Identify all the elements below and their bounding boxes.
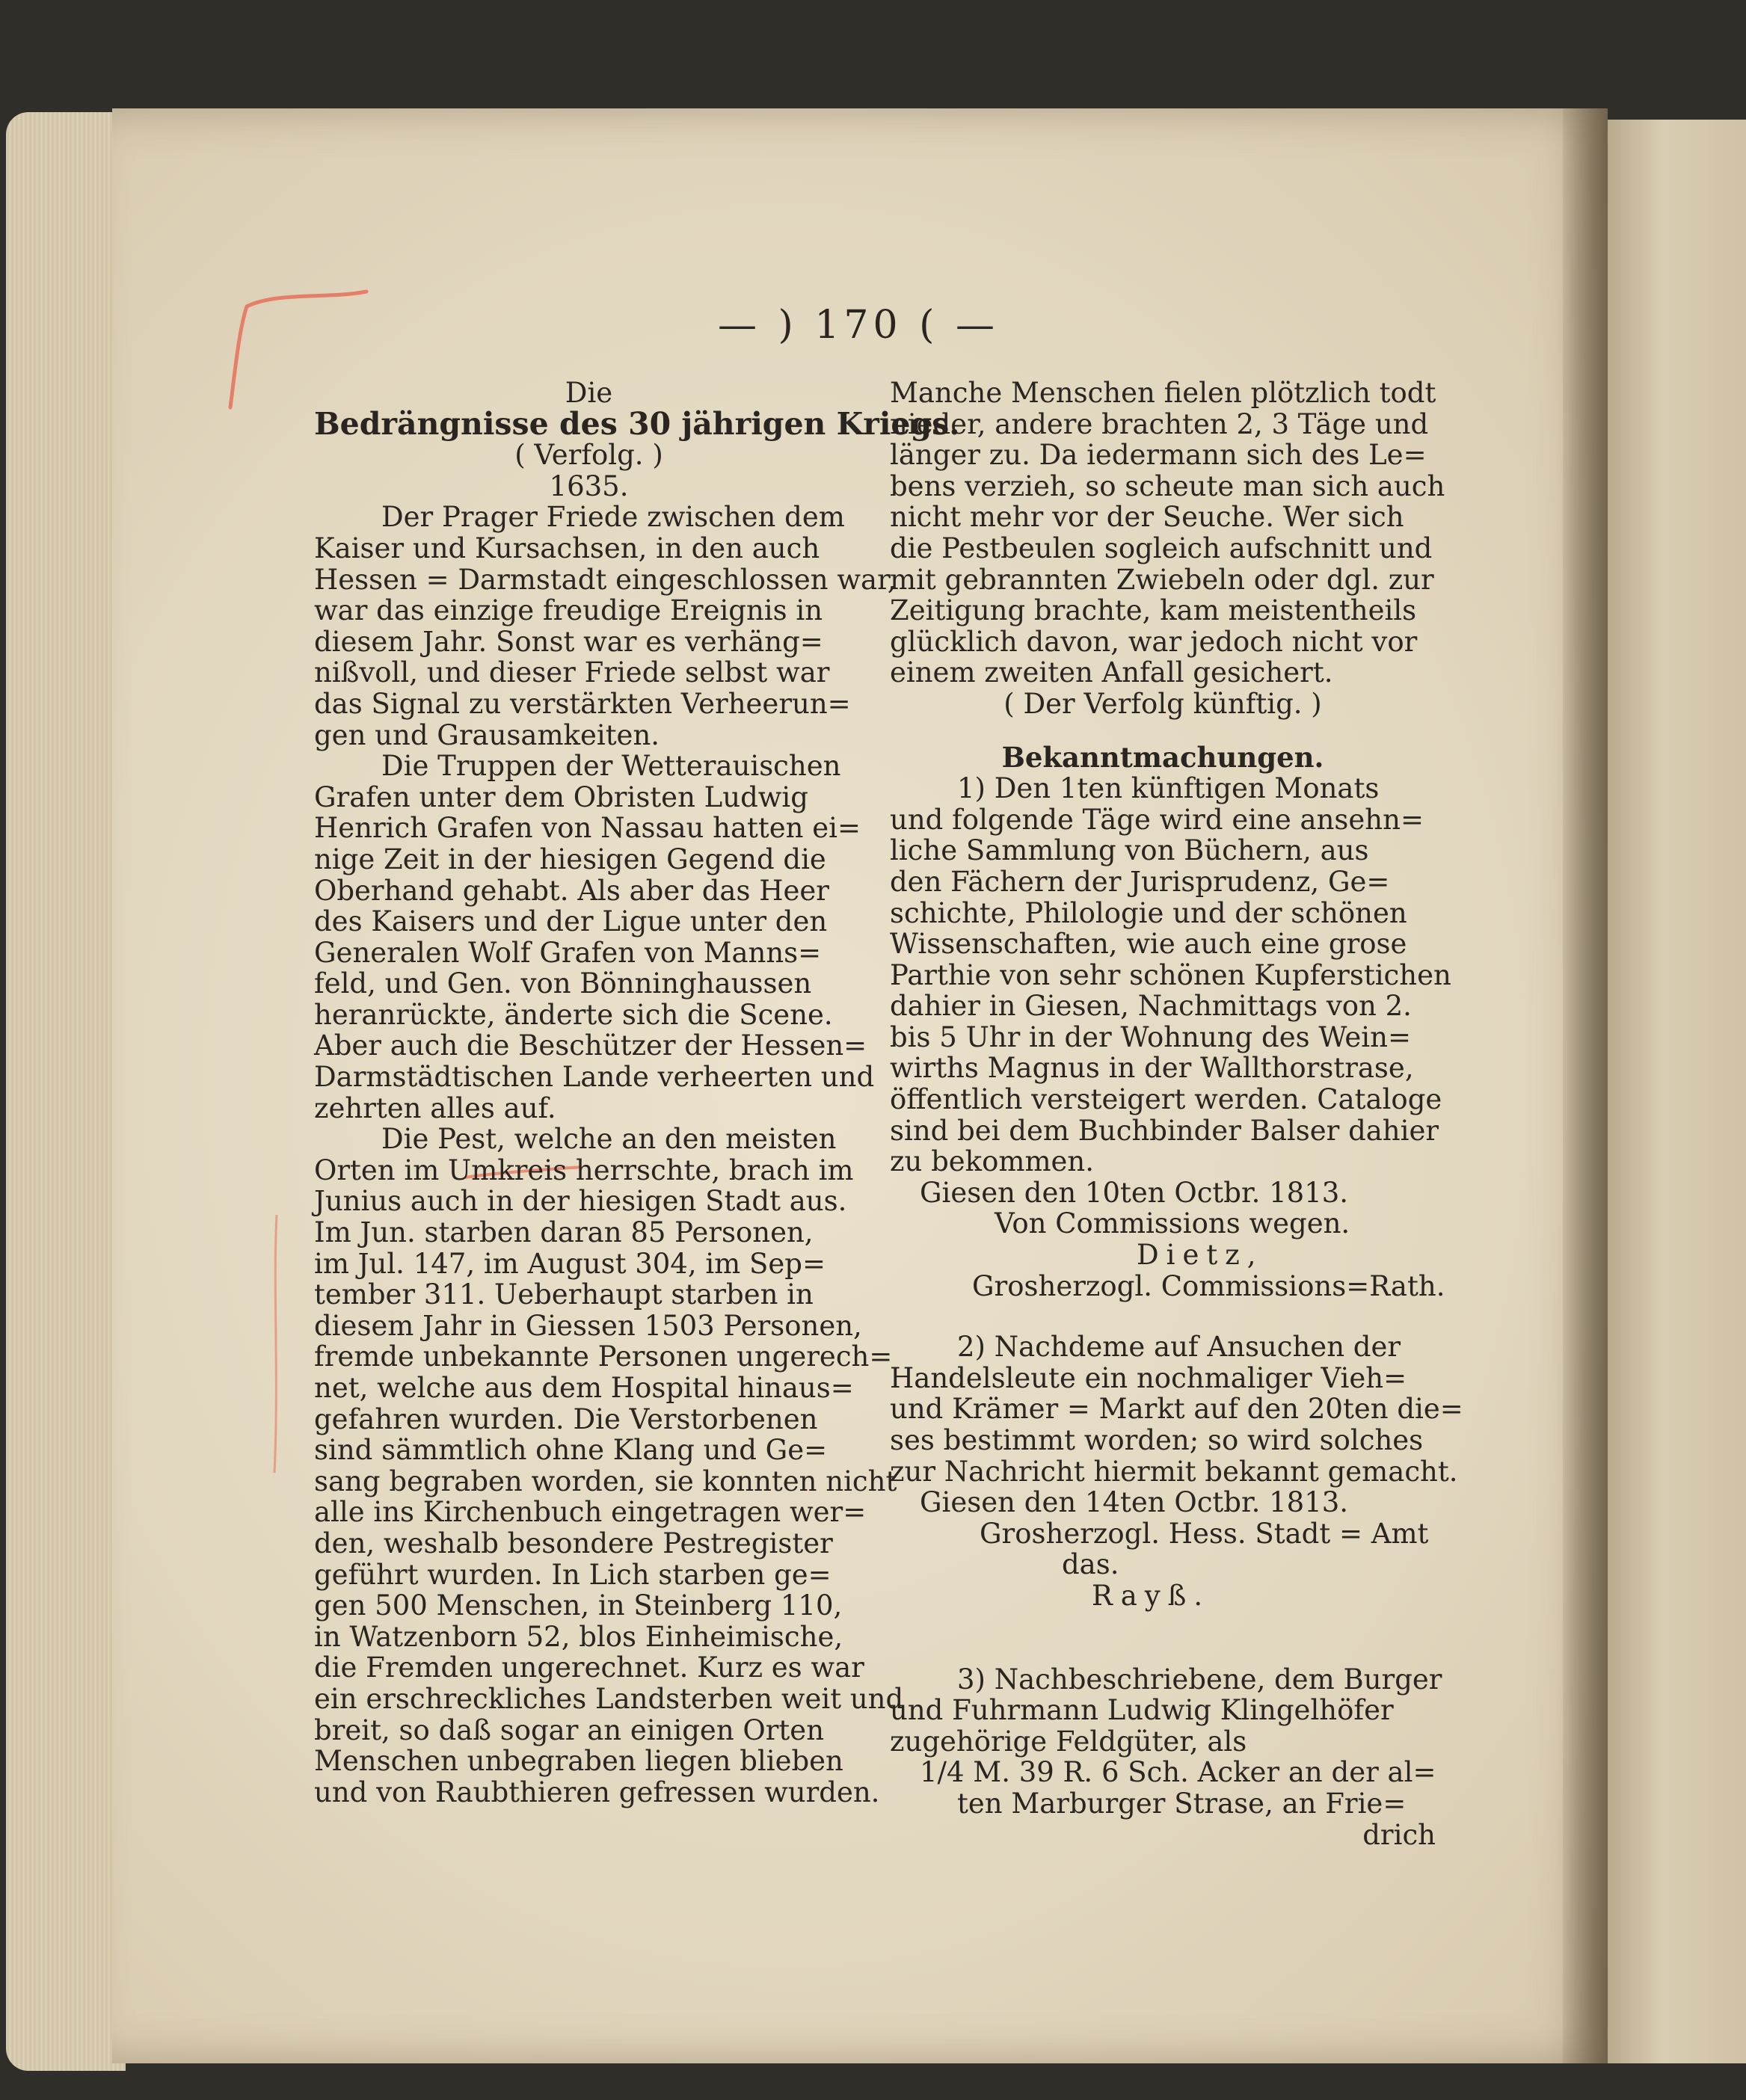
text-line: glücklich davon, war jedoch nicht vor bbox=[890, 625, 1418, 658]
text-line: gefahren wurden. Die Verstorbenen bbox=[314, 1402, 818, 1435]
article-title: Bedrängnisse des 30 jährigen Kriegs. bbox=[314, 405, 960, 442]
text-line: im Jul. 147, im August 304, im Sep= bbox=[314, 1247, 826, 1280]
text-line: wirths Magnus in der Wallthorstrase, bbox=[890, 1052, 1414, 1085]
text-line: des Kaisers und der Ligue unter den bbox=[314, 905, 828, 938]
notice-2 bbox=[890, 1331, 1463, 1612]
text-line: Die Pest, welche an den meisten bbox=[381, 1123, 837, 1156]
text-line: nißvoll, und dieser Friede selbst war bbox=[314, 656, 830, 689]
text-line: öffentlich versteigert werden. Cataloge bbox=[890, 1083, 1442, 1116]
text-line: Wissenschaften, wie auch eine grose bbox=[890, 928, 1407, 961]
catchword: drich bbox=[1362, 1818, 1436, 1851]
text-line: Der Prager Friede zwischen dem bbox=[381, 501, 845, 534]
text-line: Junius auch in der hiesigen Stadt aus. bbox=[314, 1185, 847, 1218]
notice-1-date: Giesen den 10ten Octbr. 1813. bbox=[920, 1176, 1349, 1209]
text-line: Orten im Umkreis herrschte, brach im bbox=[314, 1154, 854, 1186]
notice-3 bbox=[890, 1663, 1442, 1851]
text-line: und folgende Täge wird eine ansehn= bbox=[890, 803, 1424, 836]
text-line: zu bekommen. bbox=[890, 1145, 1095, 1178]
announcements-heading: Bekanntmachungen. bbox=[1001, 740, 1324, 774]
text-line: länger zu. Da iedermann sich des Le= bbox=[890, 439, 1427, 472]
notice-2-signature: Rayß. bbox=[1092, 1579, 1211, 1612]
text-line: fremde unbekannte Personen ungerech= bbox=[314, 1340, 893, 1373]
text-line: 3) Nachbeschriebene, dem Burger bbox=[957, 1663, 1442, 1696]
text-line: und von Raubthieren gefressen wurden. bbox=[314, 1776, 880, 1808]
text-line: mit gebrannten Zwiebeln oder dgl. zur bbox=[890, 563, 1434, 596]
text-line: Menschen unbegraben liegen blieben bbox=[314, 1745, 843, 1778]
text-line: Im Jun. starben daran 85 Personen, bbox=[314, 1216, 814, 1249]
left-column bbox=[314, 377, 960, 1808]
text-line: Manche Menschen fielen plötzlich todt bbox=[890, 377, 1436, 409]
article-subtitle: ( Verfolg. ) bbox=[514, 439, 663, 472]
notice-2-place: das. bbox=[1062, 1548, 1119, 1581]
text-line: nieder, andere brachten 2, 3 Täge und bbox=[890, 407, 1429, 440]
text-line: liche Sammlung von Büchern, aus bbox=[890, 834, 1369, 867]
text-line: Grafen unter dem Obristen Ludwig bbox=[314, 780, 808, 813]
text-line: Hessen = Darmstadt eingeschlossen war, bbox=[314, 563, 897, 596]
page-edges bbox=[6, 112, 126, 2071]
text-line: zugehörige Feldgüter, als bbox=[890, 1725, 1247, 1758]
notice-2-date: Giesen den 14ten Octbr. 1813. bbox=[920, 1486, 1349, 1519]
text-line: feld, und Gen. von Bönninghaussen bbox=[314, 967, 812, 1000]
text-line: Die Truppen der Wetterauischen bbox=[381, 750, 841, 783]
text-line: Zeitigung brachte, kam meistentheils bbox=[890, 594, 1417, 627]
text-line: 1/4 M. 39 R. 6 Sch. Acker an der al= bbox=[920, 1756, 1436, 1789]
text-line: bis 5 Uhr in der Wohnung des Wein= bbox=[890, 1020, 1411, 1053]
text-line: Darmstädtischen Lande verheerten und bbox=[314, 1061, 875, 1094]
pencil-stroke-icon bbox=[265, 1211, 288, 1480]
text-line: alle ins Kirchenbuch eingetragen wer= bbox=[314, 1496, 867, 1529]
notice-1-authority: Von Commissions wegen. bbox=[995, 1207, 1350, 1240]
text-line: sind bei dem Buchbinder Balser dahier bbox=[890, 1114, 1439, 1147]
text-line: Oberhand gehabt. Als aber das Heer bbox=[314, 874, 829, 907]
text-line: nicht mehr vor der Seuche. Wer sich bbox=[890, 501, 1404, 534]
text-line: 1) Den 1ten künftigen Monats bbox=[957, 772, 1380, 805]
text-line: und Krämer = Markt auf den 20ten die= bbox=[890, 1393, 1463, 1426]
article-heading-1: Die bbox=[565, 377, 613, 409]
text-line: gen und Grausamkeiten. bbox=[314, 718, 660, 751]
text-line: zehrten alles auf. bbox=[314, 1091, 556, 1124]
notice-1 bbox=[890, 772, 1451, 1302]
text-line: sang begraben worden, sie konnten nicht bbox=[314, 1465, 897, 1497]
text-line: den, weshalb besondere Pestregister bbox=[314, 1527, 833, 1559]
text-line: das Signal zu verstärkten Verheerun= bbox=[314, 687, 851, 720]
text-line: Parthie von sehr schönen Kupferstichen bbox=[890, 958, 1451, 991]
text-line: einem zweiten Anfall gesichert. bbox=[890, 656, 1333, 689]
text-line: diesem Jahr. Sonst war es verhäng= bbox=[314, 625, 823, 658]
article-year: 1635. bbox=[549, 469, 629, 502]
right-column bbox=[890, 377, 1463, 1851]
text-line: Aber auch die Beschützer der Hessen= bbox=[314, 1029, 867, 1062]
text-line: breit, so daß sogar an einigen Orten bbox=[314, 1713, 825, 1746]
text-line: die Pestbeulen sogleich aufschnitt und bbox=[890, 532, 1433, 564]
text-line: Kaiser und Kursachsen, in den auch bbox=[314, 532, 820, 564]
page-number: — ) 170 ( — bbox=[718, 303, 999, 348]
article-continuation bbox=[890, 377, 1445, 689]
text-line: ten Marburger Strase, an Frie= bbox=[957, 1787, 1407, 1820]
text-line: dahier in Giesen, Nachmittags von 2. bbox=[890, 990, 1412, 1023]
text-line: Henrich Grafen von Nassau hatten ei= bbox=[314, 812, 861, 845]
text-line: diesem Jahr in Giessen 1503 Personen, bbox=[314, 1309, 862, 1342]
notice-1-title: Grosherzogl. Commissions=Rath. bbox=[972, 1269, 1445, 1302]
text-line: zur Nachricht hiermit bekannt gemacht. bbox=[890, 1455, 1458, 1488]
book-gutter bbox=[1563, 108, 1608, 2063]
continued-note: ( Der Verfolg künftig. ) bbox=[1003, 687, 1322, 720]
text-line: Generalen Wolf Grafen von Manns= bbox=[314, 936, 822, 969]
text-line: ein erschreckliches Landsterben weit und bbox=[314, 1682, 904, 1715]
text-line: net, welche aus dem Hospital hinaus= bbox=[314, 1372, 854, 1404]
text-line: gen 500 Menschen, in Steinberg 110, bbox=[314, 1589, 843, 1622]
text-line: war das einzige freudige Ereignis in bbox=[314, 594, 823, 627]
text-line: die Fremden ungerechnet. Kurz es war bbox=[314, 1651, 864, 1684]
text-line: nige Zeit in der hiesigen Gegend die bbox=[314, 843, 826, 875]
text-line: bens verzieh, so scheute man sich auch bbox=[890, 469, 1445, 502]
notice-2-office: Grosherzogl. Hess. Stadt = Amt bbox=[980, 1517, 1429, 1550]
facing-page-edge bbox=[1608, 120, 1746, 2063]
text-line: 2) Nachdeme auf Ansuchen der bbox=[957, 1331, 1401, 1364]
text-line: heranrückte, änderte sich die Scene. bbox=[314, 998, 833, 1031]
text-line: Handelsleute ein nochmaliger Vieh= bbox=[890, 1361, 1407, 1394]
text-line: in Watzenborn 52, blos Einheimische, bbox=[314, 1620, 843, 1653]
text-line: tember 311. Ueberhaupt starben in bbox=[314, 1278, 814, 1311]
text-line: und Fuhrmann Ludwig Klingelhöfer bbox=[890, 1694, 1394, 1727]
text-line: schichte, Philologie und der schönen bbox=[890, 896, 1407, 929]
text-line: sind sämmtlich ohne Klang und Ge= bbox=[314, 1434, 828, 1467]
article-body bbox=[314, 501, 904, 1808]
notice-1-signature: Dietz, bbox=[1137, 1239, 1264, 1272]
text-line: den Fächern der Jurisprudenz, Ge= bbox=[890, 865, 1390, 898]
text-line: geführt wurden. In Lich starben ge= bbox=[314, 1558, 831, 1591]
text-line: ses bestimmt worden; so wird solches bbox=[890, 1424, 1424, 1456]
